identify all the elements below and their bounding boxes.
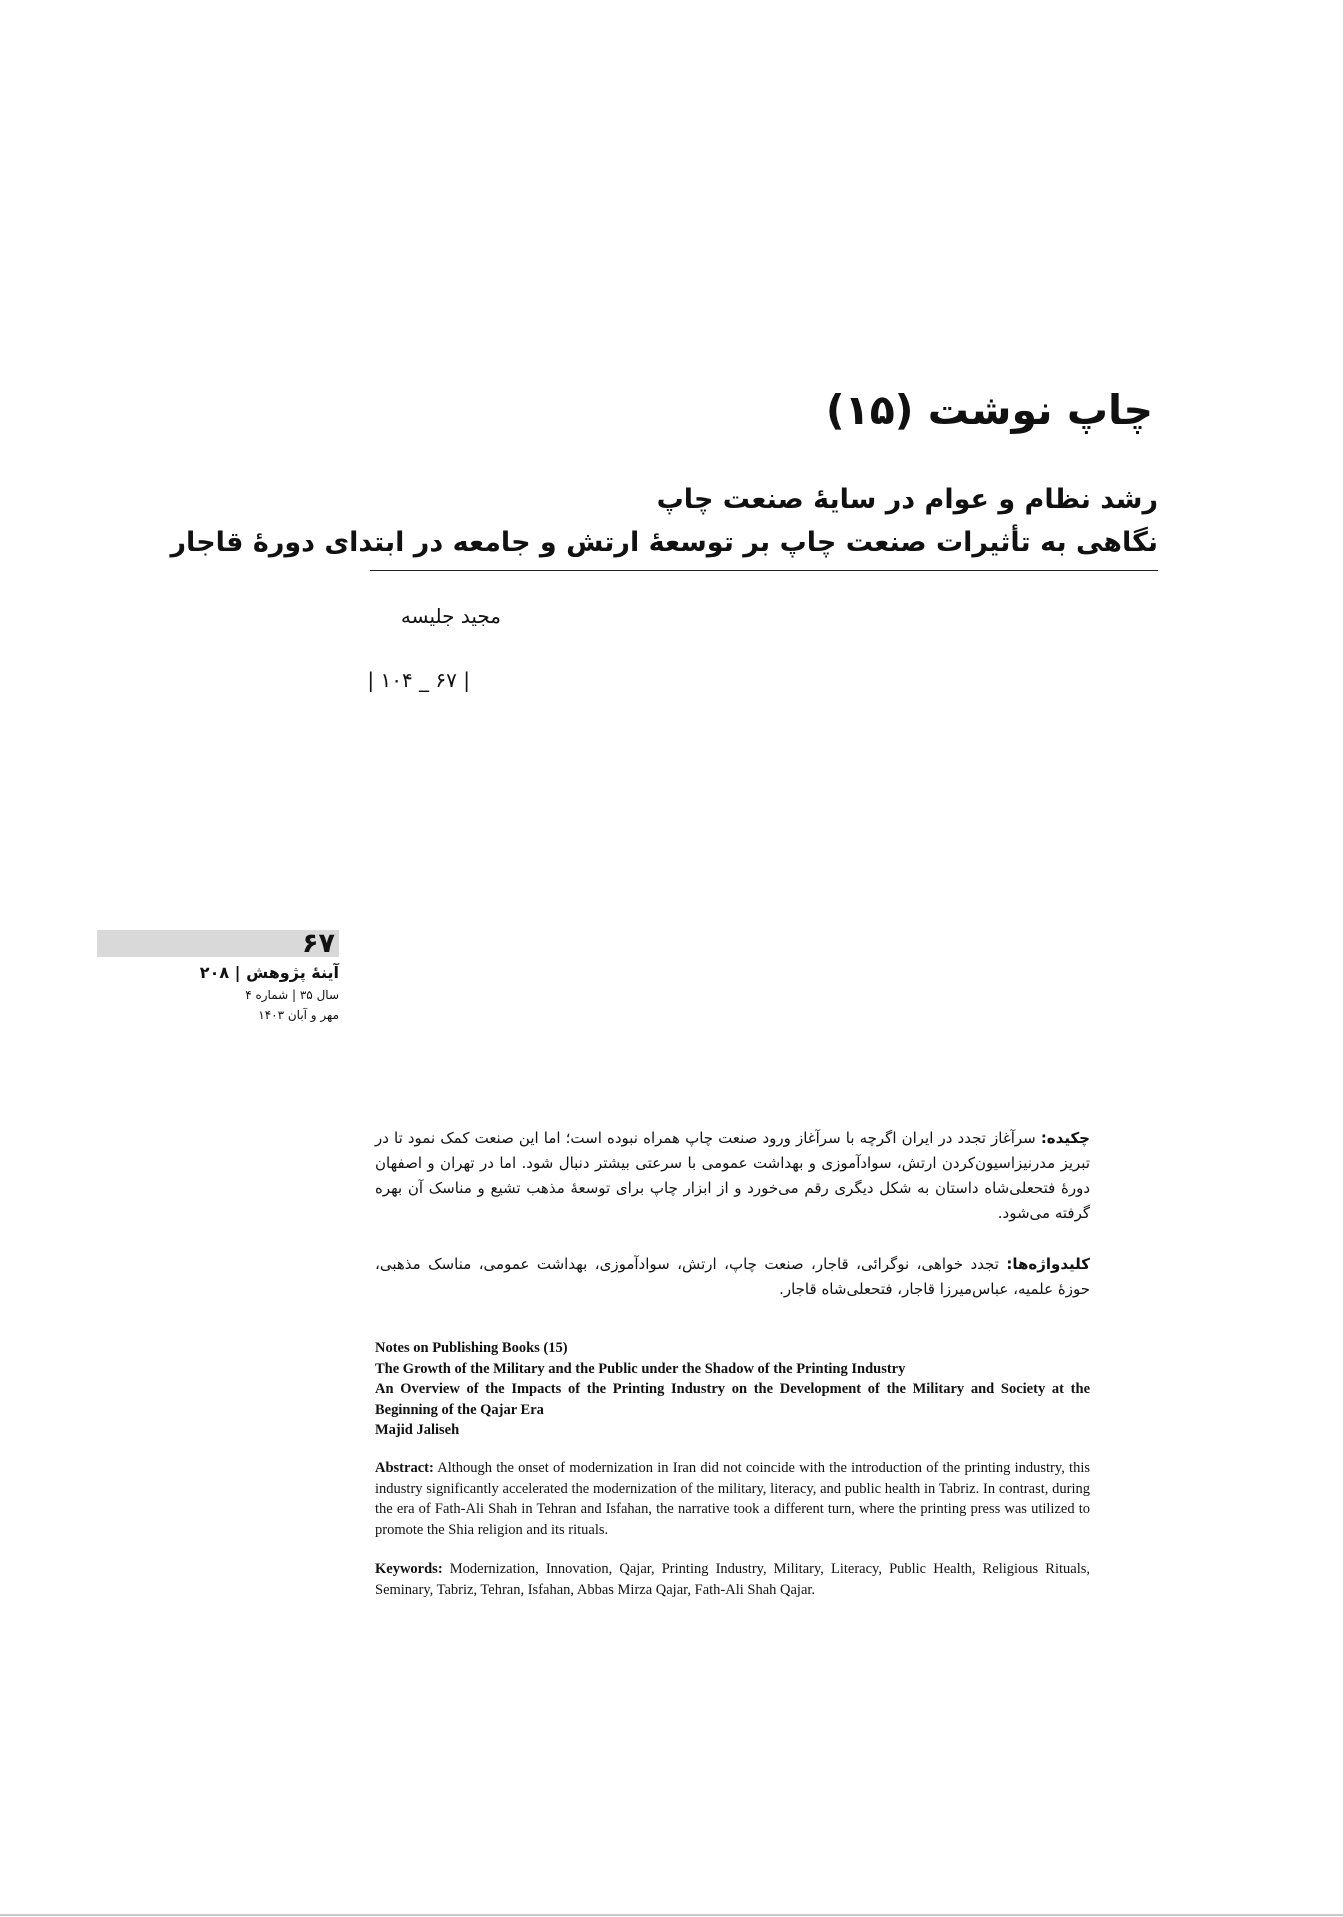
- page-number: ۶۷: [97, 930, 339, 957]
- english-abstract: [375, 1458, 1090, 1540]
- page-bottom-divider: [0, 1914, 1343, 1916]
- article-subtitle: نگاهی به تأثیرات صنعت چاپ بر توسعۀ ارتش و جامعه در ابتدای دورۀ قاجار: [170, 527, 1158, 558]
- english-series-title: Notes on Publishing Books (15): [375, 1340, 568, 1356]
- page-range: | ۶۷ _ ۱۰۴ |: [367, 668, 470, 692]
- author-name: مجید جلیسه: [400, 604, 501, 628]
- article-title-block: [170, 478, 1158, 571]
- journal-volume: سال ۳۵ | شماره ۴: [245, 988, 339, 1002]
- english-title-block: [375, 1338, 1090, 1441]
- english-author: Majid Jaliseh: [375, 1422, 460, 1438]
- english-subtitle: An Overview of the Impacts of the Printing Industry on the Development of the Military and Society at the Beginning of the Qajar Era: [375, 1381, 1090, 1418]
- abstract-text: سرآغاز تجدد در ایران اگرچه با سرآغاز ورود صنعت چاپ همراه نبوده است؛ اما این صنعت کمک نمود تا در تبریز مدرنیزاسیون‌کردن ارتش، سوادآموزی و بهداشت عمومی با سرعتی بیشتر دنبال شود. اما در تهران و اصفهان دورۀ فتحعلی‌شاه داستان به شکل دیگری رقم می‌خورد و از ابزار چاپ برای توسعۀ مذهب تشیع و مناسک آن بهره گرفته می‌شود.: [375, 1129, 1090, 1222]
- persian-abstract: [375, 1126, 1090, 1226]
- english-keywords-label: Keywords:: [375, 1561, 443, 1577]
- abstract-label: چکیده:: [1040, 1129, 1090, 1147]
- journal-sidebar: [97, 930, 339, 1022]
- english-title: The Growth of the Military and the Public under the Shadow of the Printing Industry: [375, 1360, 906, 1377]
- series-title: چاپ نوشت (۱۵): [825, 386, 1153, 434]
- article-title: رشد نظام و عوام در سایۀ صنعت چاپ: [656, 484, 1158, 515]
- english-abstract-text: Although the onset of modernization in Iran did not coincide with the introduction of the printing industry, this industry significantly accelerated the modernization of the military, literacy, and public health in Tabriz. In contrast, during the era of Fath-Ali Shah in Tehran and Isfahan, the narrative took a different turn, where the printing press was utilized to promote the Shia religion and its rituals.: [375, 1460, 1090, 1538]
- english-keywords-text: Modernization, Innovation, Qajar, Printing Industry, Military, Literacy, Public Health, Religious Rituals, Seminary, Tabriz, Tehran, Isfahan, Abbas Mirza Qajar, Fath-Ali Shah Qajar.: [375, 1561, 1090, 1598]
- journal-date: مهر و آبان ۱۴۰۳: [258, 1008, 339, 1022]
- english-abstract-label: Abstract:: [375, 1460, 434, 1476]
- keywords-label: کلیدواژه‌ها:: [1006, 1255, 1090, 1273]
- journal-name: آینۀ پژوهش | ۲۰۸: [199, 963, 339, 982]
- persian-keywords: [375, 1252, 1090, 1302]
- english-keywords: [375, 1559, 1090, 1600]
- keywords-text: تجدد خواهی، نوگرائی، قاجار، صنعت چاپ، ارتش، سوادآموزی، بهداشت عمومی، مناسک مذهبی، حوزۀ علمیه، عباس‌میرزا قاجار، فتحعلی‌شاه قاجار.: [375, 1255, 1090, 1298]
